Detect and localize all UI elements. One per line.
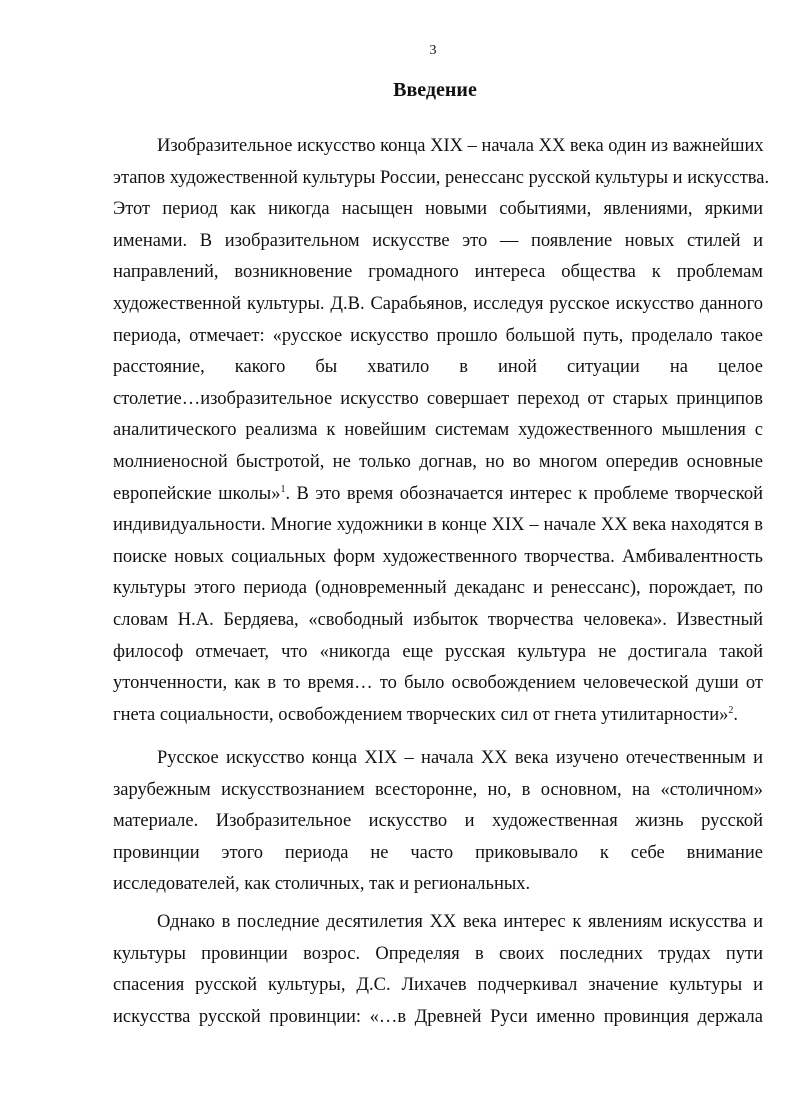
text-line: аналитического реализма к новейшим системам художественного мышления с [113, 420, 763, 441]
text-line: философ отмечает, что «никогда еще русская культура не достигала такой [113, 641, 763, 662]
text-line: расстояние, какого бы хватило в иной ситуации на целое [113, 357, 763, 378]
page-title: Введение [393, 79, 477, 101]
text-line: индивидуальности. Многие художники в конце XIX – начале XX века находятся в [113, 515, 763, 536]
text-line: направлений, возникновение громадного интереса общества к проблемам [113, 262, 763, 283]
text-line: этапов художественной культуры России, ренессанс русской культуры и искусства. [113, 167, 770, 188]
text-line: Русское искусство конца XIX – начала XX века изучено отечественным и [157, 748, 763, 768]
text-line: провинции этого периода не часто приковывало к себе внимание [113, 842, 763, 863]
text-line: словам Н.А. Бердяева, «свободный избыток творчества человека». Известный [113, 609, 763, 630]
footnote-marker-1: 1 [280, 483, 286, 495]
text-fragment: европейские школы» [113, 483, 281, 504]
text-line: Этот период как никогда насыщен новыми событиями, явлениями, яркими [113, 199, 763, 220]
text-line: материале. Изобразительное искусство и художественная жизнь русской [113, 811, 763, 832]
text-line: Изобразительное искусство конца XIX – начала XX века один из важнейших [157, 136, 764, 156]
text-line: исследователей, как столичных, так и региональных. [113, 874, 531, 895]
text-line: Однако в последние десятилетия XX века интерес к явлениям искусства и [157, 912, 763, 932]
text-fragment: гнета социальности, освобождением творческих сил от гнета утилитарности» [113, 704, 729, 725]
text-line: столетие…изобразительное искусство совершает переход от старых принципов [113, 388, 763, 409]
text-line: зарубежным искусствознанием всесторонне, но, в основном, на «столичном» [113, 779, 763, 800]
text-line: культуры провинции возрос. Определяя в своих последних трудах пути [113, 943, 763, 964]
text-line: поиске новых социальных форм художественного творчества. Амбивалентность [113, 546, 763, 567]
text-line: именами. В изобразительном искусстве это — появление новых стилей и [113, 230, 763, 251]
text-fragment: . В это время обозначается интерес к проблеме творческой [285, 483, 763, 504]
text-line: спасения русской культуры, Д.С. Лихачев подчеркивал значение культуры и [113, 975, 763, 996]
text-line: искусства русской провинции: «…в Древней Руси именно провинция держала [113, 1006, 763, 1027]
text-line: периода, отмечает: «русское искусство прошло большой путь, проделало такое [113, 325, 763, 346]
page-number: 3 [429, 43, 437, 58]
text-line: утонченности, как в то время… то было освобождением человеческой души от [113, 673, 763, 694]
text-line: культуры этого периода (одновременный декаданс и ренессанс), порождает, по [113, 578, 763, 599]
text-line-with-footnote [113, 479, 763, 511]
text-line: художественной культуры. Д.В. Сарабьянов, исследуя русское искусство данного [113, 293, 763, 314]
text-line: молниеносной быстротой, не только догнав, но во многом опередив основные [113, 451, 763, 472]
paragraph-3 [113, 907, 763, 1033]
footnote-marker-2: 2 [728, 704, 734, 716]
paragraph-2 [113, 743, 763, 901]
paragraph-1 [113, 131, 770, 731]
text-fragment: . [733, 704, 738, 725]
text-line-with-footnote [113, 700, 763, 732]
